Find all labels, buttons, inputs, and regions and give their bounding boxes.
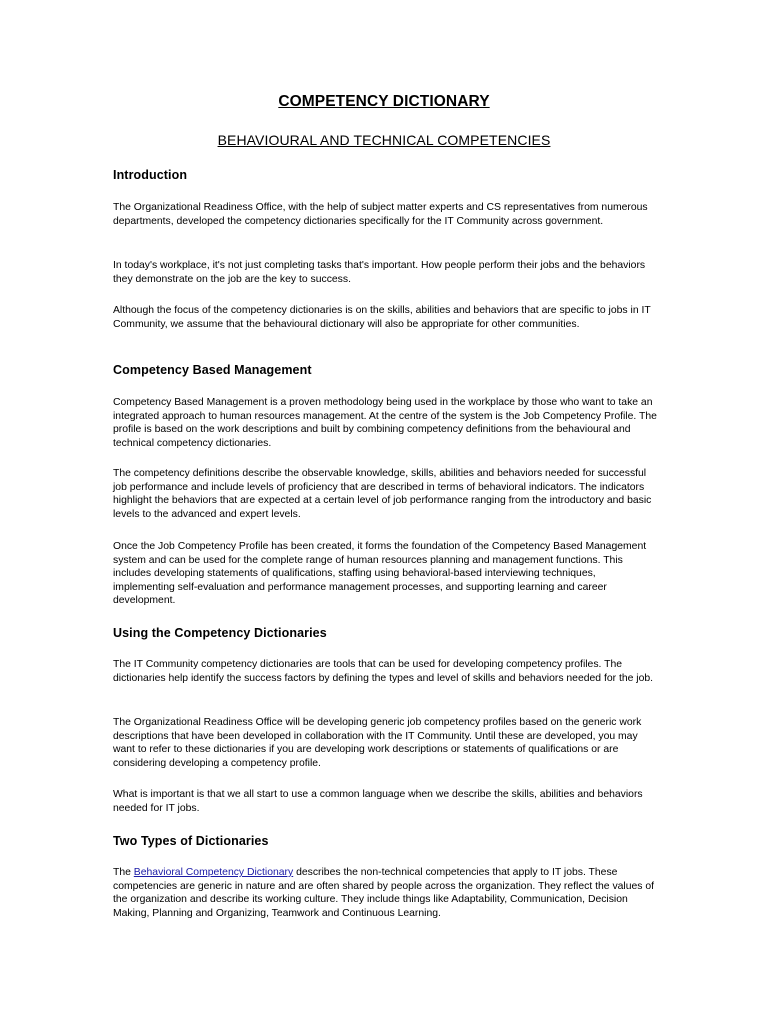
heading-two-types: Two Types of Dictionaries — [113, 834, 269, 848]
heading-introduction: Introduction — [113, 168, 188, 182]
cbm-paragraph-1: Competency Based Management is a proven methodology being used in the workplace by those who want to take an integrated approach to human resources management. At the centre of the system is the Job Competency Profile. The profile is based on the work descriptions and built by combining competency definitions from the behavioural and technical competency dictionaries. — [113, 397, 657, 449]
types-p1-prefix: The — [113, 867, 134, 878]
types-paragraph-1 — [113, 866, 658, 920]
behavioral-dictionary-link[interactable]: Behavioral Competency Dictionary — [133, 867, 294, 878]
using-paragraph-3: What is important is that we all start to use a common language when we describe the skills, abilities and behaviors needed for IT jobs. — [113, 789, 643, 814]
types-p1-suffix: describes the non-technical competencies that apply to IT jobs. These competencies are generic in nature and are often shared by people across the organization. They reflect the values of the organization and describe its working culture. They include things like Adaptability, Communication, Decision Making, Planning and Organizing, Teamwork and Continuous Learning. — [113, 867, 655, 919]
cbm-paragraph-2: The competency definitions describe the observable knowledge, skills, abilities and behaviors needed for successful job performance and include levels of proficiency that are described in terms of behavioral indicators. The indicators highlight the behaviors that are expected at a certain level of job performance ranging from the introductory and basic levels to the advanced and expert levels. — [113, 468, 652, 520]
heading-competency-based-management: Competency Based Management — [113, 363, 312, 377]
intro-paragraph-1: The Organizational Readiness Office, with the help of subject matter experts and CS representatives from numerous departments, developed the competency dictionaries specifically for the IT Community across government. — [113, 202, 648, 227]
using-paragraph-1: The IT Community competency dictionaries are tools that can be used for developing competency profiles. The dictionaries help identify the success factors by defining the types and level of skills and behaviors needed for the job. — [113, 659, 654, 684]
using-paragraph-2: The Organizational Readiness Office will be developing generic job competency profiles based on the generic work descriptions that have been developed in collaboration with the IT Community. Until these are developed, you may want to refer to these dictionaries if you are developing work descriptions or statements of qualifications or are considering developing a competency profile. — [113, 717, 642, 769]
intro-paragraph-3: Although the focus of the competency dictionaries is on the skills, abilities and behaviors that are specific to jobs in IT Community, we assume that the behavioural dictionary will also be appropriate for other communities. — [113, 305, 651, 330]
document-subtitle: BEHAVIOURAL AND TECHNICAL COMPETENCIES — [217, 132, 551, 148]
heading-using-dictionaries: Using the Competency Dictionaries — [113, 626, 327, 640]
cbm-paragraph-3: Once the Job Competency Profile has been created, it forms the foundation of the Competency Based Management system and can be used for the complete range of human resources planning and management functions. This includes developing statements of qualifications, staffing using behavioral-based interviewing techniques, implementing self-evaluation and performance management processes, and supporting learning and career development. — [113, 541, 647, 606]
document-title: COMPETENCY DICTIONARY — [278, 93, 490, 110]
intro-paragraph-2: In today's workplace, it's not just completing tasks that's important. How people perform their jobs and the behaviors they demonstrate on the job are the key to success. — [113, 260, 646, 285]
